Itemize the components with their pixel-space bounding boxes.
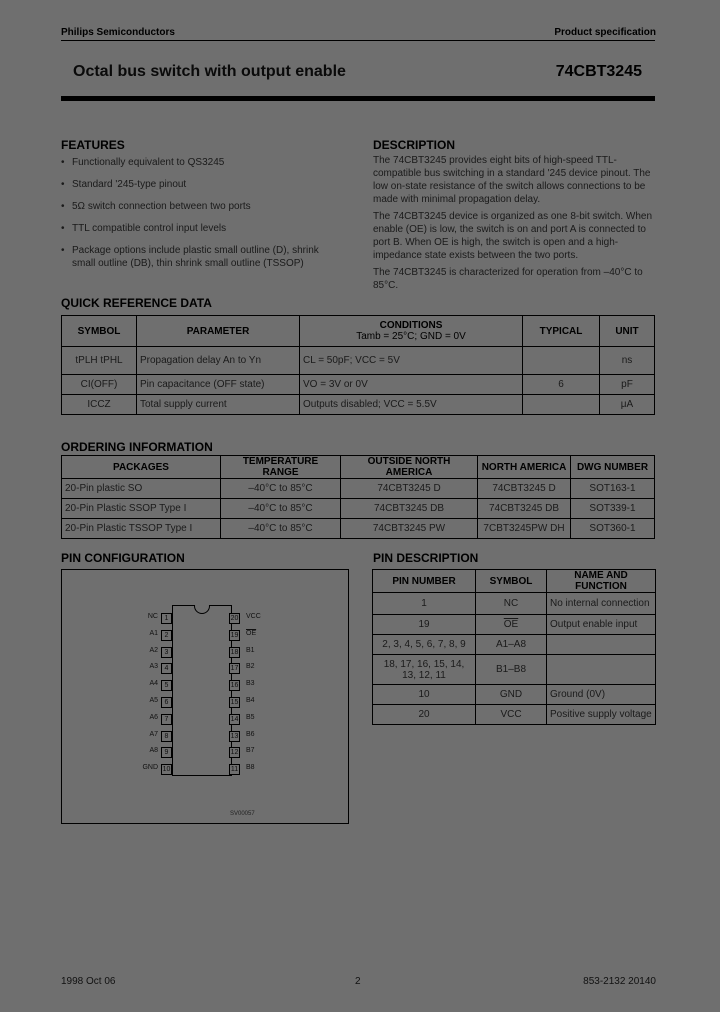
pin-label: B1 <box>246 646 255 654</box>
pindesc-heading: PIN DESCRIPTION <box>373 551 479 565</box>
pin-number: 1 <box>161 613 172 624</box>
pin-number: 16 <box>230 682 239 690</box>
description-heading: DESCRIPTION <box>373 138 456 152</box>
features-list <box>61 156 341 279</box>
ordering-heading: ORDERING INFORMATION <box>61 440 213 454</box>
pin-number: 8 <box>161 731 172 742</box>
pin-description-table <box>372 569 656 725</box>
title-rule <box>61 96 655 101</box>
cell: Total supply current <box>137 395 300 415</box>
cell: μA <box>600 395 655 415</box>
pin-label: A5 <box>149 697 158 704</box>
cell: CL = 50pF; VCC = 5V <box>300 347 523 375</box>
feature-item: • TTL compatible control input levels <box>61 222 341 235</box>
part-number: 74CBT3245 <box>555 63 642 80</box>
pin-number: 18 <box>230 648 239 656</box>
feature-item: • Standard '245-type pinout <box>61 178 341 191</box>
cell: 74CBT3245 D <box>478 479 571 499</box>
ic-package <box>172 605 232 776</box>
cell: 74CBT3245 DB <box>478 499 571 519</box>
table-row <box>62 395 655 415</box>
cell: NC <box>476 593 547 615</box>
col-outside-na: OUTSIDE NORTH AMERICA <box>341 456 478 479</box>
cell: SOT163-1 <box>571 479 655 499</box>
cell: 18, 17, 16, 15, 14, 13, 12, 11 <box>373 655 476 685</box>
pin-label: A3 <box>149 663 158 671</box>
feature-item: • Package options include plastic small outline (D), shrink small outline (DB), thin shrink small outline (TSSOP) <box>61 244 334 270</box>
ordering-table <box>61 455 655 539</box>
cell: Positive supply voltage <box>547 705 656 725</box>
col-pin-number: PIN NUMBER <box>373 570 476 593</box>
pin-label: A8 <box>149 747 158 755</box>
cell: VO = 3V or 0V <box>300 375 523 395</box>
cell: 74CBT3245 DB <box>341 499 478 519</box>
footer-page: 2 <box>355 976 361 987</box>
document-type: Product specification <box>554 27 656 38</box>
pin-label: GND <box>142 764 158 772</box>
feature-item: • 5Ω switch connection between two ports <box>61 200 341 213</box>
cell <box>547 635 656 655</box>
cell: –40°C to 85°C <box>221 519 341 539</box>
pin-number: 12 <box>230 749 239 757</box>
cell <box>547 655 656 685</box>
cell: SOT339-1 <box>571 499 655 519</box>
cell: –40°C to 85°C <box>221 479 341 499</box>
cell: 74CBT3245 D <box>341 479 478 499</box>
col-temp: TEMPERATURE RANGE <box>221 456 341 479</box>
pin-number: 13 <box>230 732 239 740</box>
col-conditions <box>300 316 523 347</box>
cell: Ground (0V) <box>547 685 656 705</box>
cell: Pin capacitance (OFF state) <box>137 375 300 395</box>
conditions-sub: Tamb = 25°C; GND = 0V <box>356 331 466 342</box>
table-row <box>62 499 655 519</box>
cell: –40°C to 85°C <box>221 499 341 519</box>
col-packages: PACKAGES <box>62 456 221 479</box>
col-dwg: DWG NUMBER <box>571 456 655 479</box>
pinconfig-heading: PIN CONFIGURATION <box>61 551 185 565</box>
pin-number: 15 <box>230 699 239 706</box>
cell: 20-Pin plastic SO <box>62 479 221 499</box>
cell: B1–B8 <box>476 655 547 685</box>
cell: tPLH tPHL <box>62 347 137 375</box>
cell: CI(OFF) <box>62 375 137 395</box>
pin-label: A1 <box>149 629 158 637</box>
col-symbol: SYMBOL <box>62 316 137 347</box>
pin-label: B6 <box>246 730 255 738</box>
table-row <box>373 655 656 685</box>
cell: pF <box>600 375 655 395</box>
pin-label: A2 <box>149 646 158 654</box>
pin-number: 7 <box>161 714 172 725</box>
pin-number: 3 <box>161 647 172 658</box>
pin-number: 14 <box>230 715 239 723</box>
pin-number: 20 <box>230 615 239 622</box>
col-symbol: SYMBOL <box>476 570 547 593</box>
description-body <box>373 154 658 296</box>
pin-number: 4 <box>161 663 172 674</box>
col-typical: TYPICAL <box>523 316 600 347</box>
cell: 20-Pin Plastic SSOP Type I <box>62 499 221 519</box>
cell: Outputs disabled; VCC = 5.5V <box>300 395 523 415</box>
cell: Output enable input <box>547 615 656 635</box>
table-row <box>62 375 655 395</box>
cell: 1 <box>373 593 476 615</box>
cell: 20-Pin Plastic TSSOP Type I <box>62 519 221 539</box>
company-name: Philips Semiconductors <box>61 27 175 38</box>
cell: 7CBT3245PW DH <box>478 519 571 539</box>
pin-label: B2 <box>246 663 255 671</box>
cell: 10 <box>373 685 476 705</box>
pin-number: 9 <box>161 747 172 758</box>
col-name-function: NAME AND FUNCTION <box>547 570 656 593</box>
table-row <box>373 685 656 705</box>
pin-label: NC <box>147 613 158 620</box>
pin-label: B7 <box>246 747 255 755</box>
table-row <box>62 519 655 539</box>
pin-number: 2 <box>161 630 172 641</box>
pin-number: 19 <box>230 631 239 639</box>
feature-item: • Functionally equivalent to QS3245 <box>61 156 341 169</box>
cell: 2, 3, 4, 5, 6, 7, 8, 9 <box>373 635 476 655</box>
pin-number: 5 <box>161 680 172 691</box>
cell: 19 <box>373 615 476 635</box>
table-row <box>62 479 655 499</box>
pin-label: B3 <box>246 680 255 688</box>
pin-label: $\overline{OE}$ <box>246 629 257 637</box>
table-row <box>373 705 656 725</box>
cell: A1–A8 <box>476 635 547 655</box>
qrd-heading: QUICK REFERENCE DATA <box>61 296 212 310</box>
cell: VCC <box>476 705 547 725</box>
header-rule <box>61 40 655 41</box>
col-unit: UNIT <box>600 316 655 347</box>
pin-label: A4 <box>149 680 158 688</box>
cell <box>523 347 600 375</box>
cell: 20 <box>373 705 476 725</box>
cell: 74CBT3245 PW <box>341 519 478 539</box>
pin-number: 6 <box>161 697 172 708</box>
cell: SOT360-1 <box>571 519 655 539</box>
cell: Propagation delay An to Yn <box>137 347 300 375</box>
quick-reference-table <box>61 315 655 415</box>
table-row <box>373 635 656 655</box>
pin-label: B5 <box>246 713 255 721</box>
col-parameter: PARAMETER <box>137 316 300 347</box>
pin-number: 17 <box>230 665 239 673</box>
figure-code: SV00057 <box>230 811 255 817</box>
footer-date: 1998 Oct 06 <box>61 976 116 987</box>
pin-number: 10 <box>162 766 171 774</box>
table-row <box>373 615 656 635</box>
description-para: The 74CBT3245 provides eight bits of high-speed TTL-compatible bus switching in a standard '245 device pinout. The low on-state resistance of the switch allows connections to be made with minimal propagation delay. <box>373 155 651 205</box>
pin-label: B8 <box>246 764 255 772</box>
cell: ICCZ <box>62 395 137 415</box>
pin-label: VCC <box>246 613 261 620</box>
description-para: The 74CBT3245 is characterized for operation from –40°C to 85°C. <box>373 267 643 291</box>
pin-label: A7 <box>149 730 158 738</box>
pin-label: B4 <box>246 697 255 704</box>
table-row <box>62 347 655 375</box>
document-title: Octal bus switch with output enable <box>73 63 346 80</box>
footer-code: 853-2132 20140 <box>583 976 656 987</box>
cell: ns <box>600 347 655 375</box>
cell: No internal connection <box>547 593 656 615</box>
cell: $\overline{OE}$ <box>476 615 547 635</box>
table-row <box>373 593 656 615</box>
cell: 6 <box>523 375 600 395</box>
pin-number: 11 <box>230 766 239 774</box>
pin-label: A6 <box>149 713 158 721</box>
cell: GND <box>476 685 547 705</box>
description-para: The 74CBT3245 device is organized as one 8-bit switch. When enable (OE) is low, the switch is on and port A is connected to port B. When OE is high, the switch is open and a high-impedance state exists between the two ports. <box>373 211 653 261</box>
cell <box>523 395 600 415</box>
col-na: NORTH AMERICA <box>478 456 571 479</box>
conditions-label: CONDITIONS <box>379 320 443 331</box>
features-heading: FEATURES <box>61 138 125 152</box>
